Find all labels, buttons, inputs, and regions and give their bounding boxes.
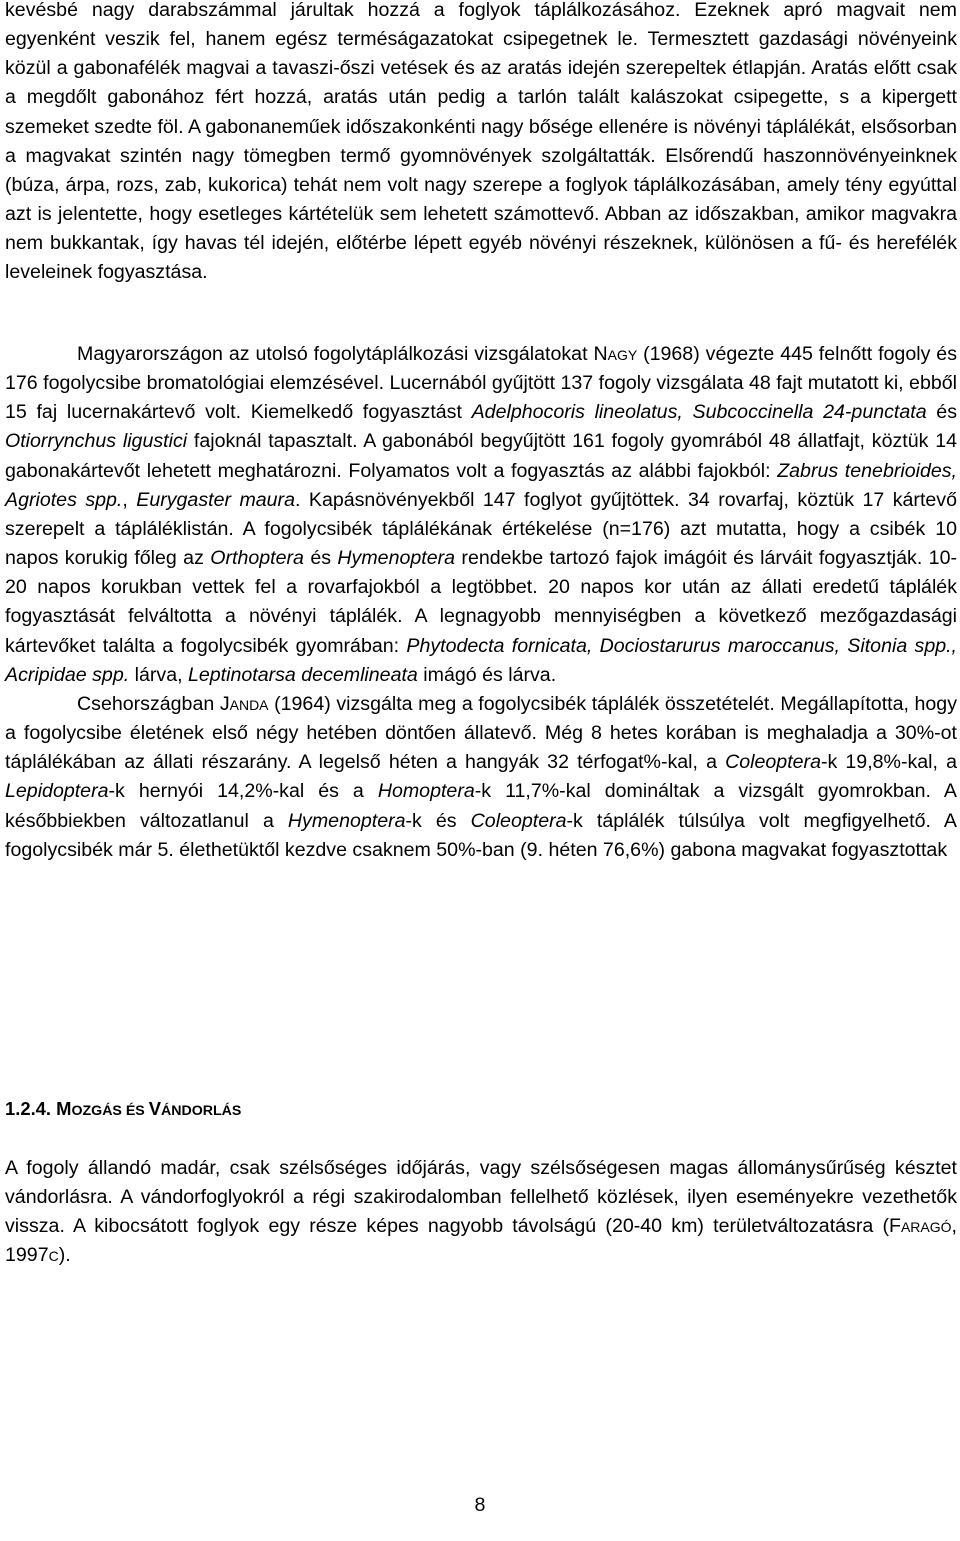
species-name: Hymenoptera xyxy=(337,547,456,570)
text-run: (1964) vizsgálta meg a fogolycsibék táplálék összetételét. Megállapította, hogy a fogolycsibe életének első négy hetében döntően állatevő. Még 8 hetes korában is meghaladja a 30%-ot táplálékában az állati részarány. A legelső héten a hangyák 32 térfogat%-kal, a xyxy=(5,692,957,774)
author-name: Nagy xyxy=(593,343,638,365)
taxon-name: Coleoptera xyxy=(470,809,567,832)
text-run: -k és xyxy=(405,809,471,832)
text-run: -k hernyói 14,2%-kal és a xyxy=(108,780,378,803)
section-heading xyxy=(5,1098,241,1120)
taxon-name: Homoptera xyxy=(377,780,475,803)
heading-rest: ÁNDORLÁS xyxy=(161,1103,242,1119)
heading-cap: V xyxy=(148,1098,161,1119)
species-name: Otiorrynchus ligustici xyxy=(5,430,188,453)
text-run: kevésbé nagy darabszámmal járultak hozzá a foglyok táplálkozásához. Ezeknek apró magvait nem egyenként veszik fel, hanem egész terméságazatokat csipegetnek le. Termesztett gazdasági növényeink közül a gabonafélék magvai a tavaszi-őszi vetések és az aratás idején szerepeltek étlapján. Aratás előtt csak a megdőlt gabonához fért hozzá, aratás után pedig a tarlón talált kalászokat csipegette, s a kipergett szemeket szedte föl. A gabonaneműek időszakonkénti nagy bősége ellenére is növényi táplálékát, elsősorban a magvakat szintén nagy tömegben termő gyomnövények szolgáltatták. Elsőrendű haszonnövényeinknek (búza, árpa, rozs, zab, kukorica) tehát nem volt nagy szerepe a foglyok táplálkozásában, amely tény egyúttal azt is jelentette, hogy esetleges kártételük sem lehetett számottevő. Abban az időszakban, amikor magvakra nem bukkantak, így havas tél idején, előtérbe lépett egyéb növényi részeknek, különösen a fű- és herefélék leveleinek fogyasztása. xyxy=(5,0,957,284)
species-name: Eurygaster maura xyxy=(136,488,295,511)
text-run: Csehországban xyxy=(77,692,220,715)
species-name: Orthoptera xyxy=(210,547,304,570)
citation-suffix: c xyxy=(48,1244,59,1267)
text-run: rendekbe tartozó fajok imágóit és lárváit fogyasztják. 10-20 napos korukban vettek fel a rovarfajokból a legtöbbet. 20 napos kor után az állati eredetű táplálék fogyasztását felváltotta a növényi táplálék. A legnagyobb mennyiségben a következő mezőgazdasági kártevőket találta a fogolycsibék gyomrában: xyxy=(5,547,957,657)
species-name: Zabrus tenebrioides, Agriotes spp. xyxy=(5,459,958,511)
text-run: A fogoly állandó madár, csak szélsőséges időjárás, vagy szélsőségesen magas állománysűrűség késztet vándorlásra. A vándorfoglyokról a régi szakirodalomban fellelhető közlések, ilyen eseményekre vezethetők vissza. A kibocsátott foglyok egy része képes nagyobb távolságú (20-40 km) területváltozatásra ( xyxy=(5,1157,957,1238)
section-number: 1.2.4. xyxy=(5,1098,57,1119)
text-run: , xyxy=(122,488,137,511)
species-name: Adelphocoris lineolatus, Subcoccinella 24-punctata xyxy=(471,401,927,424)
paragraph-group-studies xyxy=(5,340,957,865)
species-name: Phytodecta fornicata, Dociostarurus maroccanus, Sitonia spp., Acripidae spp. xyxy=(5,634,957,686)
page-number: 8 xyxy=(474,1494,486,1516)
text-run: Magyarországon az utolsó fogolytáplálkozási vizsgálatokat xyxy=(77,343,594,365)
text-run: -k 11,7%-kal domináltak a vizsgált gyomrokban. A későbbiekben változatlanul a xyxy=(5,780,957,832)
heading-cap: M xyxy=(56,1098,72,1119)
text-run: és xyxy=(303,547,338,570)
text-run: lárva, xyxy=(129,663,188,686)
text-run: fajoknál tapasztalt. A gabonából begyűjtött 161 fogoly gyomrából 48 állatfajt, köztük 14 gabonakártevőt lehetett meghatározni. Folyamatos volt a fogyasztás az alábbi fajokból: xyxy=(5,430,957,482)
taxon-name: Lepidoptera xyxy=(5,780,109,803)
text-run: . Kapásnövényekből 147 foglyot gyűjtöttek. 34 rovarfaj, köztük 17 kártevő szerepelt a tápláléklistán. A fogolycsibék táplálékának értékelése (n=176) azt mutatta, hogy a csibék 10 napos korukig főleg az xyxy=(5,488,957,570)
paragraph-nagy-study xyxy=(5,340,957,690)
paragraph-movement xyxy=(5,1154,957,1271)
species-name: Leptinotarsa decemlineata xyxy=(187,663,418,686)
heading-rest: OZGÁS ÉS xyxy=(71,1103,149,1119)
paragraph-janda-study xyxy=(5,690,957,865)
text-run: -k 19,8%-kal, a xyxy=(820,751,957,774)
text-run: (1968) végezte 445 felnőtt fogoly és 176 fogolycsibe bromatológiai elemzésével. Lucernából gyűjtött 137 fogoly vizsgálata 48 fajt mutatott ki, ebből 15 faj lucernakártevő volt. Kiemelkedő fogyasztást xyxy=(5,343,957,424)
taxon-name: Coleoptera xyxy=(725,751,821,774)
text-run: -k táplálék túlsúlya volt megfigyelhető. A fogolycsibék már 5. élethetüktől kezdve csaknem 50%-ban (9. héten 76,6%) gabona magvakat fogyasztottak xyxy=(5,809,957,861)
author-name: Faragó xyxy=(889,1215,952,1238)
text-run: imágó és lárva. xyxy=(417,663,557,686)
author-name: Janda xyxy=(219,692,269,715)
taxon-name: Hymenoptera xyxy=(287,809,406,832)
text-run: , 1997 xyxy=(5,1215,957,1267)
paragraph-diet-intro xyxy=(5,0,957,288)
text-run: és xyxy=(926,401,958,424)
text-run: ). xyxy=(58,1244,71,1267)
